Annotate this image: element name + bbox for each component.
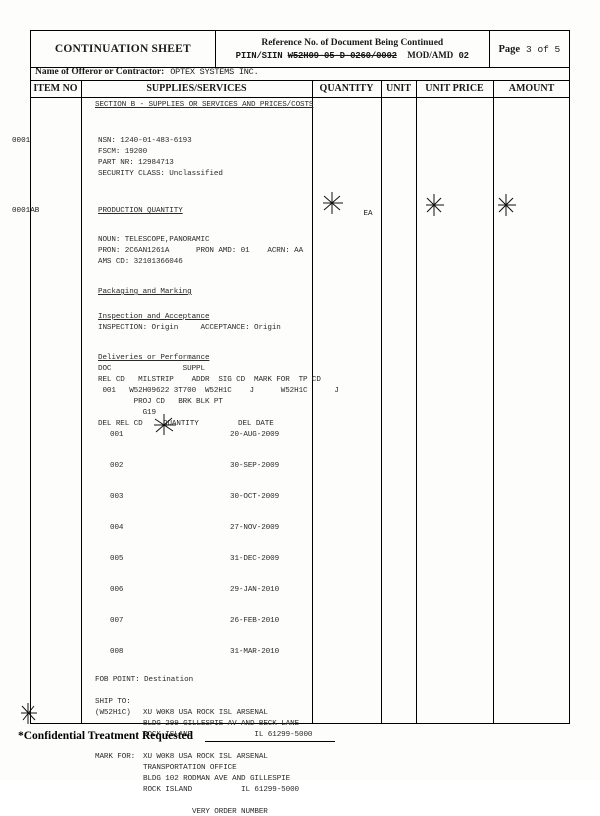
offeror-label: Name of Offeror or Contractor: <box>35 67 165 77</box>
delivery-row-7-rel: 008 <box>110 648 124 656</box>
delivery-header-row1: DOC SUPPL <box>98 365 205 373</box>
handwritten-mark-delivery <box>152 411 178 437</box>
delivery-row-1-rel: 002 <box>110 462 124 470</box>
fob-point: FOB POINT: Destination <box>95 676 194 684</box>
delivery-header-row4: PROJ CD BRK BLK PT <box>98 398 223 406</box>
very-order-number: VERY ORDER NUMBER <box>192 808 268 816</box>
document-header-table <box>30 30 570 68</box>
packaging-heading: Packaging and Marking <box>98 288 192 296</box>
reference-cell <box>215 31 489 68</box>
mark-for-line-2: BLDG 102 RODMAN AVE AND GILLESPIE <box>143 775 291 783</box>
page-cell <box>489 31 569 68</box>
col-quantity: QUANTITY <box>319 83 374 94</box>
delivery-row-0-date: 20-AUG-2009 <box>230 431 280 439</box>
delivery-row-4-date: 31-DEC-2009 <box>230 555 280 563</box>
handwritten-mark-amount <box>496 192 518 218</box>
item-no-0001ab: 0001AB <box>12 207 40 215</box>
item-0001ab-unit: EA <box>363 210 373 218</box>
handwritten-mark-footer <box>18 700 40 726</box>
grid-line-5 <box>493 81 494 724</box>
grid-line-2 <box>312 81 313 724</box>
handwritten-mark-unit-price <box>424 192 446 218</box>
delivery-row-3-date: 27-NOV-2009 <box>230 524 280 532</box>
delivery-row-6-rel: 007 <box>110 617 124 625</box>
confidential-footer: *Confidential Treatment Requested <box>18 730 194 742</box>
mark-for-line-3: ROCK ISLAND IL 61299-5000 <box>143 786 299 794</box>
page-label: Page <box>498 43 521 55</box>
item-no-0001: 0001 <box>12 137 31 145</box>
handwritten-mark-quantity <box>322 190 344 216</box>
delivery-row-2-date: 30-OCT-2009 <box>230 493 280 501</box>
column-header-row <box>30 81 570 97</box>
delivery-row-7-date: 31-MAR-2010 <box>230 648 280 656</box>
continuation-sheet-title: CONTINUATION SHEET <box>31 31 216 68</box>
footer-rule <box>205 741 335 742</box>
item-0001-line-3: SECURITY CLASS: Unclassified <box>98 170 223 178</box>
delivery-row-4-rel: 005 <box>110 555 124 563</box>
col-supplies-services: SUPPLIES/SERVICES <box>146 83 247 94</box>
inspection-line: INSPECTION: Origin ACCEPTANCE: Origin <box>98 324 281 332</box>
ship-to-line-1: BLDG 299 GILLESPIE AV AND BECK LANE <box>143 720 299 728</box>
delivery-col-date: DEL DATE <box>238 420 274 428</box>
mark-for-line-0: XU W0K8 USA ROCK ISL ARSENAL <box>143 753 268 761</box>
col-unit-price: UNIT PRICE <box>425 83 484 94</box>
grid-line-3 <box>381 81 382 724</box>
item-0001-line-0: NSN: 1240-01-483-6193 <box>98 137 192 145</box>
piin-siin-line <box>216 50 489 61</box>
delivery-row-1-date: 30-SEP-2009 <box>230 462 280 470</box>
mark-for-label: MARK FOR: <box>95 753 136 761</box>
delivery-header-row5: G19 <box>98 409 156 417</box>
ship-to-label: SHIP TO: <box>95 698 131 706</box>
item-0001ab-line-0: NOUN: TELESCOPE,PANORAMIC <box>98 236 210 244</box>
delivery-header-row3: 001 W52H09622 3T700 W52H1C J W52H1C J <box>98 387 339 395</box>
delivery-row-0-rel: 001 <box>110 431 124 439</box>
piin-siin-value: W52H09-05-D-0260/0002 <box>287 50 397 61</box>
mod-amd-value: 02 <box>458 50 469 61</box>
item-0001-line-2: PART NR: 12984713 <box>98 159 174 167</box>
header-divider <box>31 97 569 98</box>
ship-to-code: (W52H1C) <box>95 709 131 717</box>
col-item-no: ITEM NO <box>33 83 78 94</box>
offeror-value: OPTEX SYSTEMS INC. <box>170 67 259 77</box>
item-0001ab-line-2: AMS CD: 32101366046 <box>98 258 183 266</box>
ship-to-line-2: ROCK ISLAND IL 61299-5000 <box>143 731 313 739</box>
delivery-row-5-rel: 006 <box>110 586 124 594</box>
section-b-heading: SECTION B - SUPPLIES OR SERVICES AND PRICES/COSTS <box>95 101 314 109</box>
mark-for-line-1: TRANSPORTATION OFFICE <box>143 764 237 772</box>
delivery-col-qty: QUANTITY <box>163 420 199 428</box>
delivery-row-5-date: 29-JAN-2010 <box>230 586 280 594</box>
delivery-row-6-date: 26-FEB-2010 <box>230 617 280 625</box>
delivery-col-rel: DEL REL CD <box>98 420 143 428</box>
reference-label: Reference No. of Document Being Continued <box>261 37 444 48</box>
col-amount: AMOUNT <box>508 83 555 94</box>
delivery-row-3-rel: 004 <box>110 524 124 532</box>
inspection-heading: Inspection and Acceptance <box>98 313 210 321</box>
ship-to-line-0: XU W0K8 USA ROCK ISL ARSENAL <box>143 709 268 717</box>
piin-siin-label: PIIN/SIIN <box>235 50 283 61</box>
offeror-row <box>30 66 570 81</box>
delivery-header-row2: REL CD MILSTRIP ADDR SIG CD MARK FOR TP CD <box>98 376 321 384</box>
mod-amd-label: MOD/AMD <box>407 49 454 60</box>
item-0001ab-line-1: PRON: 2C6AN1261A PRON AMD: 01 ACRN: AA <box>98 247 304 255</box>
delivery-row-2-rel: 003 <box>110 493 124 501</box>
grid-line-4 <box>416 81 417 724</box>
deliveries-heading: Deliveries or Performance <box>98 354 210 362</box>
grid-line-1 <box>81 81 82 724</box>
col-unit: UNIT <box>385 83 411 94</box>
page-value: 3 of 5 <box>526 43 561 55</box>
item-0001ab-title: PRODUCTION QUANTITY <box>98 207 183 215</box>
item-0001-line-1: FSCM: 19200 <box>98 148 148 156</box>
